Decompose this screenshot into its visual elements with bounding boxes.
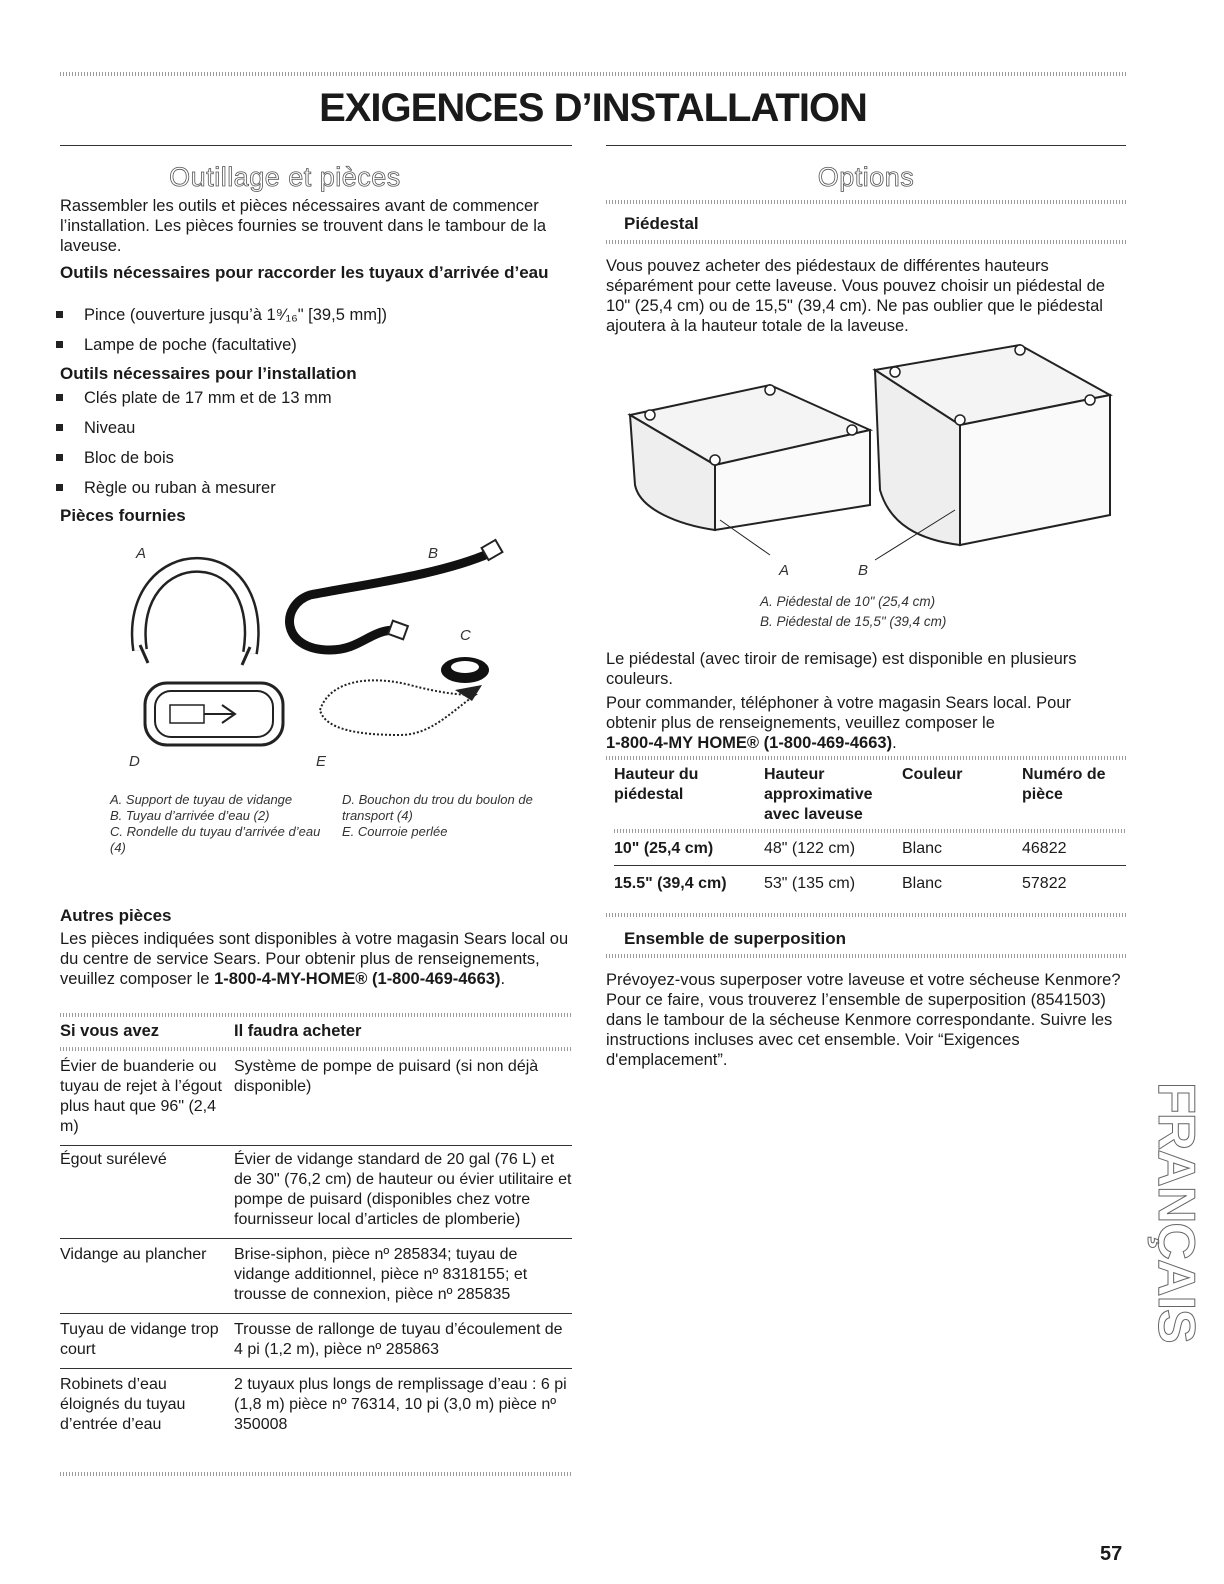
order-phone: 1-800-4-MY HOME® (1-800-469-4663) bbox=[606, 734, 893, 752]
bolt-hole-plug-drawing bbox=[145, 683, 283, 745]
other-parts-phone: 1-800-4-MY-HOME® (1-800-469-4663) bbox=[214, 970, 501, 988]
table-row bbox=[60, 1369, 572, 1442]
stack-bottom-divider bbox=[606, 954, 1126, 958]
table-header: Si vous avez bbox=[60, 1022, 160, 1040]
list-item: Lampe de poche (facultative) bbox=[52, 335, 562, 365]
table-header: Hauteur du piédestal bbox=[614, 766, 699, 803]
table-cell: 53" (135 cm) bbox=[764, 875, 856, 892]
part-label-d: D bbox=[129, 753, 140, 770]
pedestal-colors-text: Le piédestal (avec tiroir de remisage) est disponible en plusieurs couleurs. bbox=[606, 650, 1077, 688]
page-title: EXIGENCES D’INSTALLATION bbox=[319, 86, 867, 130]
part-label-c: C bbox=[460, 627, 471, 644]
pedestal-text: Vous pouvez acheter des piédestaux de différentes hauteurs séparément pour cette laveuse. Vous pouvez choisir un piédestal de 10" (25,4 cm) ou de 15,5" (39,4 cm). Ne pas oublier que le piédestal ajoutera à la hauteur totale de la laveuse. bbox=[606, 257, 1105, 335]
table-row bbox=[614, 866, 1126, 899]
pedestal-10-drawing bbox=[630, 385, 870, 555]
order-end: . bbox=[892, 734, 897, 752]
section-title-options: Options bbox=[817, 162, 915, 192]
caption: A. Support de tuyau de vidange bbox=[110, 792, 293, 807]
table-cell: Blanc bbox=[902, 835, 1022, 866]
list-item: Pince (ouverture jusqu’à 1⁹⁄₁₆" [39,5 mm]) bbox=[52, 305, 562, 335]
tools-water-list bbox=[52, 305, 562, 365]
page-number: 57 bbox=[1100, 1543, 1123, 1565]
table-top-divider bbox=[60, 1013, 572, 1017]
pedestal-captions bbox=[760, 592, 1060, 632]
table-header: Numéro de pièce bbox=[1022, 766, 1106, 803]
caption: D. Bouchon du trou du boulon de transport (4) bbox=[342, 792, 533, 823]
table-row bbox=[614, 835, 1126, 866]
fig-label-b: B bbox=[858, 562, 869, 579]
pedestal-illustration bbox=[620, 340, 1120, 570]
part-label-a: A bbox=[136, 545, 147, 562]
pedestal-order-text bbox=[606, 693, 1124, 753]
table-cell: Trousse de rallonge de tuyau d’écoulement de 4 pi (1,2 m), pièce nº 285863 bbox=[234, 1314, 572, 1369]
other-parts-heading: Autres pièces bbox=[60, 906, 172, 925]
other-parts-body: Les pièces indiquées sont disponibles à votre magasin Sears local ou du centre de service Sears. Pour obtenir plus de renseignements, veuillez composer le bbox=[60, 930, 569, 988]
parts-captions-right bbox=[342, 792, 542, 840]
list-item: Bloc de bois bbox=[52, 448, 562, 478]
tools-water-heading: Outils nécessaires pour raccorder les tuyaux d’arrivée d’eau bbox=[60, 263, 549, 282]
order-body: Pour commander, téléphoner à votre magasin Sears local. Pour obtenir plus de renseignements, veuillez composer le bbox=[606, 694, 1071, 732]
stack-text: Prévoyez-vous superposer votre laveuse et votre sécheuse Kenmore? Pour ce faire, vous trouverez l’ensemble de superposition (8541503) dans le tambour de la sécheuse Kenmore correspondante. Suivre les instructions incluses avec cet ensemble. Voir “Exigences d'emplacement”. bbox=[606, 971, 1121, 1069]
table-cell: Robinets d’eau éloignés du tuyau d’entrée d’eau bbox=[60, 1376, 186, 1433]
side-tab-language: FRANÇAIS bbox=[1147, 1082, 1205, 1343]
caption: B. Tuyau d’arrivée d’eau (2) bbox=[110, 808, 270, 823]
other-parts-table bbox=[60, 1021, 572, 1441]
other-parts-text bbox=[60, 929, 570, 989]
table-cell: Système de pompe de puisard (si non déjà disponible) bbox=[234, 1053, 572, 1146]
hose-washer-drawing bbox=[441, 657, 489, 683]
table-header-row bbox=[614, 765, 1126, 825]
table-row bbox=[60, 1239, 572, 1314]
caption: B. Piédestal de 15,5" (39,4 cm) bbox=[760, 614, 947, 629]
stack-heading: Ensemble de superposition bbox=[624, 929, 846, 948]
table-cell: 57822 bbox=[1022, 875, 1067, 892]
table-header: Il faudra acheter bbox=[234, 1022, 362, 1040]
page-title-wrap bbox=[60, 86, 1126, 131]
table-cell: 48" (122 cm) bbox=[764, 835, 902, 866]
tools-intro: Rassembler les outils et pièces nécessaires avant de commencer l’installation. Les pièces fournies se trouvent dans le tambour de la laveuse. bbox=[60, 197, 547, 255]
pedestal-heading: Piédestal bbox=[624, 214, 699, 233]
table-cell: 46822 bbox=[1022, 835, 1126, 866]
list-item: Clés plate de 17 mm et de 13 mm bbox=[52, 388, 562, 418]
pedestal-table-top-divider bbox=[606, 756, 1126, 760]
table-cell: Blanc bbox=[902, 875, 943, 892]
section-title-tools: Outillage et pièces bbox=[169, 162, 401, 192]
table-row bbox=[60, 1053, 572, 1146]
table-cell: Vidange au plancher bbox=[60, 1239, 234, 1314]
caption: A. Piédestal de 10" (25,4 cm) bbox=[760, 594, 936, 609]
other-parts-end: . bbox=[500, 970, 506, 988]
tools-install-heading: Outils nécessaires pour l’installation bbox=[60, 364, 357, 383]
caption: E. Courroie perlée bbox=[342, 824, 448, 839]
pedestal-15-drawing bbox=[875, 345, 1110, 560]
header-divider bbox=[60, 1047, 572, 1051]
table-bottom-divider bbox=[60, 1472, 572, 1476]
parts-illustration bbox=[110, 535, 530, 785]
table-row bbox=[60, 1314, 572, 1369]
drain-hose-support-drawing bbox=[139, 565, 252, 665]
pedestal-bottom-divider bbox=[606, 240, 1126, 244]
table-cell: Tuyau de vidange trop court bbox=[60, 1314, 234, 1369]
top-divider bbox=[60, 72, 1126, 76]
header-divider bbox=[614, 829, 1126, 833]
left-column-rule bbox=[60, 145, 572, 146]
table-cell: 15.5" (39,4 cm) bbox=[614, 875, 727, 892]
table-row bbox=[60, 1146, 572, 1239]
list-item: Niveau bbox=[52, 418, 562, 448]
pedestal-top-divider bbox=[606, 200, 1126, 204]
table-header: Hauteur approximative avec laveuse bbox=[764, 766, 873, 823]
parts-heading: Pièces fournies bbox=[60, 506, 186, 525]
table-cell: Brise-siphon, pièce nº 285834; tuyau de vidange additionnel, pièce nº 8318155; et trousse de connexion, pièce nº 285835 bbox=[234, 1239, 572, 1314]
caption: C. Rondelle du tuyau d’arrivée d’eau (4) bbox=[110, 824, 321, 855]
part-label-e: E bbox=[316, 753, 327, 770]
beaded-strap-drawing bbox=[320, 680, 482, 735]
pedestal-table bbox=[614, 765, 1126, 898]
table-cell: 2 tuyaux plus longs de remplissage d’eau : 6 pi (1,8 m) pièce nº 76314, 10 pi (3,0 m) pièce nº 350008 bbox=[234, 1376, 567, 1433]
table-cell: Évier de buanderie ou tuyau de rejet à l’égout plus haut que 96" (2,4 m) bbox=[60, 1053, 234, 1146]
right-column-rule bbox=[606, 145, 1126, 146]
parts-captions-left bbox=[110, 792, 330, 856]
part-label-b: B bbox=[428, 545, 439, 562]
tools-install-list bbox=[52, 388, 562, 508]
stack-top-divider bbox=[606, 913, 1126, 917]
table-header-row bbox=[60, 1021, 572, 1047]
table-cell: Évier de vidange standard de 20 gal (76 L) et de 30" (76,2 cm) de hauteur ou évier utilitaire et pompe de puisard (disponibles chez votre fournisseur local d’articles de plomberie) bbox=[234, 1146, 572, 1239]
fig-label-a: A bbox=[779, 562, 790, 579]
list-item: Règle ou ruban à mesurer bbox=[52, 478, 562, 508]
table-cell: 10" (25,4 cm) bbox=[614, 835, 764, 866]
table-cell: Égout surélevé bbox=[60, 1146, 234, 1239]
table-header: Couleur bbox=[902, 766, 963, 783]
